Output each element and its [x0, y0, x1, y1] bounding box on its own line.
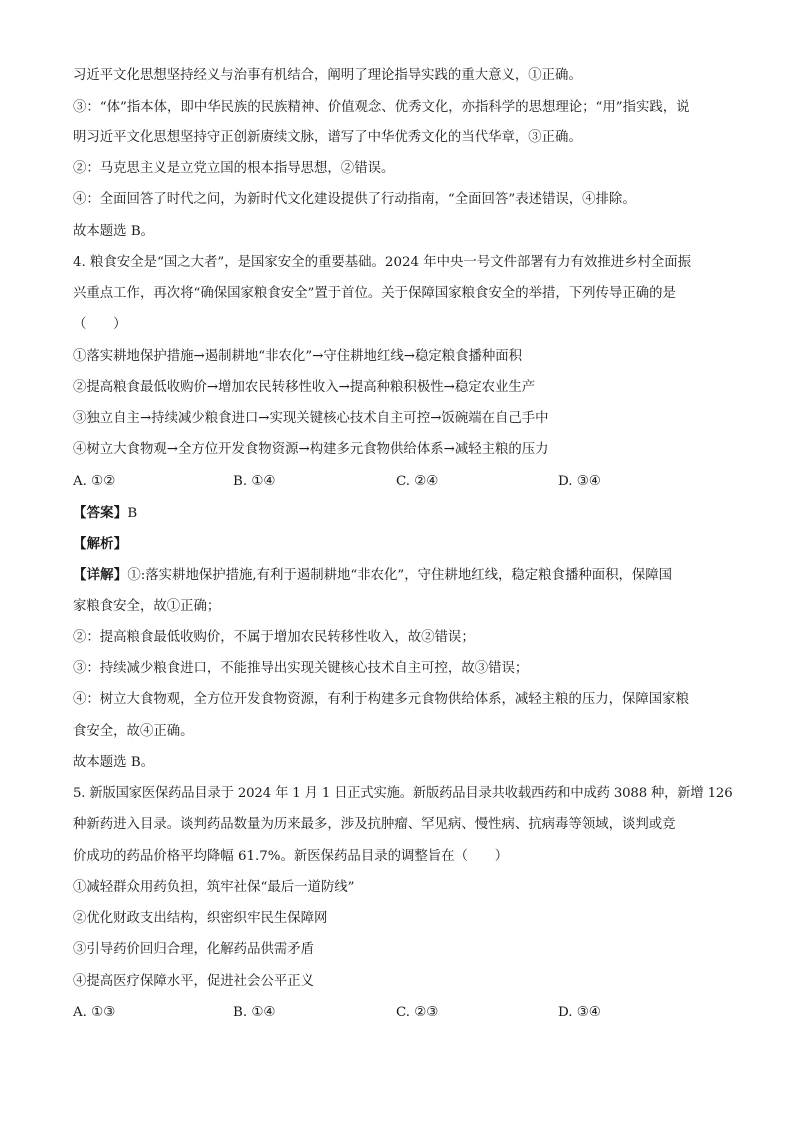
q4-statement-3: ③独立自主→持续减少粮食进口→实现关键核心技术自主可控→饭碗端在自己手中 [73, 411, 549, 426]
q5-statement-1: ①减轻群众用药负担，筑牢社保“最后一道防线” [73, 880, 355, 895]
q5-option-a: A. ①③ [73, 1005, 116, 1020]
q5-statement-4: ④提高医疗保障水平，促进社会公平正义 [73, 974, 315, 989]
q4-analysis [73, 534, 733, 554]
q4-answer [73, 503, 733, 523]
answer-label: 【答案】 [73, 505, 128, 521]
q4-stem-line-1: 4. 粮食安全是“国之大者”，是国家安全的重要基础。2024 年中央一号文件部署有力有效推进乡村全面振 [73, 255, 692, 270]
q4-detail-line-5: ④：树立大食物观，全方位开发食物资源，有利于构建多元食物供给体系，减轻主粮的压力，保障国家粮 [73, 692, 689, 707]
analysis-label: 【解析】 [73, 536, 128, 552]
q5-option-b: B. ①④ [233, 1005, 276, 1020]
q5-option-c: C. ②③ [396, 1005, 439, 1020]
q5-statement-3: ③引导药价回归合理，化解药品供需矛盾 [73, 942, 315, 957]
detail-text-1: ①:落实耕地保护措施,有利于遏制耕地“非农化”，守住耕地红线，稳定粮食播种面积，保障国 [127, 568, 673, 583]
prev-explanation-line-5: ④：全面回答了时代之问，为新时代文化建设提供了行动指南，“全面回答”表述错误，④排除。 [73, 192, 636, 207]
q4-option-a: A. ①② [73, 474, 116, 489]
q5-option-d: D. ③④ [558, 1005, 601, 1020]
q4-option-b: B. ①④ [233, 474, 276, 489]
prev-explanation-line-1: 习近平文化思想坚持经义与治事有机结合，阐明了理论指导实践的重大意义，①正确。 [73, 68, 582, 83]
q4-statement-4: ④树立大食物观→全方位开发食物资源→构建多元食物供给体系→减轻主粮的压力 [73, 442, 549, 457]
detail-label: 【详解】 [73, 567, 128, 583]
answer-value: B [127, 506, 138, 521]
q4-statement-1: ①落实耕地保护措施→遏制耕地“非农化”→守住耕地红线→稳定粮食播种面积 [73, 349, 523, 364]
prev-explanation-line-2: ③：“体”指本体，即中华民族的民族精神、价值观念、优秀文化，亦指科学的思想理论；“用”指实践，说 [73, 100, 690, 115]
q4-options [73, 472, 733, 492]
q5-options [73, 1003, 733, 1023]
q4-option-c: C. ②④ [396, 474, 439, 489]
q4-detail-line-1 [73, 565, 733, 585]
q4-conclusion: 故本题选 B。 [73, 755, 155, 770]
q4-stem-line-3: （ ） [73, 317, 127, 332]
q4-stem-line-2: 兴重点工作，再次将“确保国家粮食安全”置于首位。关于保障国家粮食安全的举措，下列传导正确的是 [73, 286, 676, 301]
q4-detail-line-4: ③：持续减少粮食进口，不能推导出实现关键核心技术自主可控，故③错误； [73, 661, 529, 676]
prev-explanation-line-3: 明习近平文化思想坚持守正创新赓续文脉，谱写了中华优秀文化的当代华章，③正确。 [73, 130, 582, 145]
q5-stem-line-1: 5. 新版国家医保药品目录于 2024 年 1 月 1 日正式实施。新版药品目录共收载西药和中成药 3088 种，新增 126 [73, 786, 733, 801]
q4-detail-line-2: 家粮食安全，故①正确； [73, 599, 221, 614]
prev-conclusion: 故本题选 B。 [73, 224, 155, 239]
q5-stem-line-2: 种新药进入目录。谈判药品数量为历来最多，涉及抗肿瘤、罕见病、慢性病、抗病毒等领域，谈判或竞 [73, 817, 676, 832]
q4-detail-line-6: 食安全，故④正确。 [73, 724, 194, 739]
q5-stem-line-3: 价成功的药品价格平均降幅 61.7%。新医保药品目录的调整旨在（ ） [73, 849, 509, 864]
q4-detail-line-3: ②：提高粮食最低收购价，不属于增加农民转移性收入，故②错误； [73, 630, 475, 645]
q4-statement-2: ②提高粮食最低收购价→增加农民转移性收入→提高种粮积极性→稳定农业生产 [73, 380, 536, 395]
prev-explanation-line-4: ②：马克思主义是立党立国的根本指导思想，②错误。 [73, 161, 395, 176]
q4-option-d: D. ③④ [558, 474, 601, 489]
q5-statement-2: ②优化财政支出结构，织密织牢民生保障网 [73, 911, 328, 926]
